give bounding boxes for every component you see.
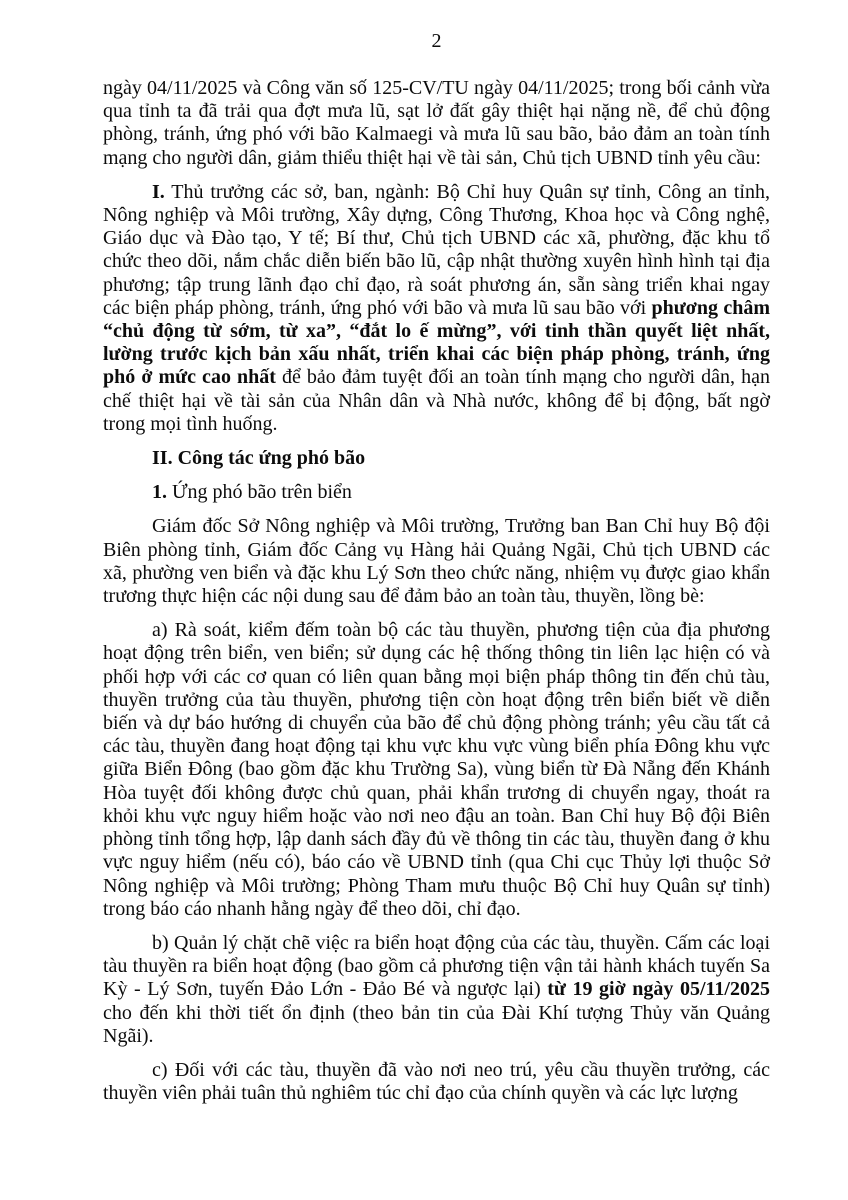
text-run: từ 19 giờ ngày 05/11/2025 <box>547 978 770 1001</box>
text-run: Giám đốc Sở Nông nghiệp và Môi trường, Trưởng ban Ban Chỉ huy Bộ đội Biên phòng tỉnh, Giám đốc Cảng vụ Hàng hải Quảng Ngãi, Chủ tịch UBND các xã, phường ven biển và đặc khu Lý Sơn theo chức năng, nhiệm vụ được giao khẩn trương thực hiện các nội dung sau để đảm bảo an toàn tàu, thuyền, lồng bè: <box>103 515 770 608</box>
paragraph <box>103 1048 770 1105</box>
page-number: 2 <box>431 30 442 52</box>
paragraph <box>103 77 770 170</box>
text-run: b) Quản lý chặt chẽ việc ra biển hoạt động của các tàu, thuyền. Cấm các loại tàu thuyền ra biển hoạt động (bao gồm cả phương tiện vận tải hành khách tuyến Sa Kỳ - Lý Sơn, tuyến Đảo Lớn - Đảo Bé và ngược lại) <box>103 931 770 1001</box>
text-run: phương châm “chủ động từ sớm, từ xa”, “đắt lo ế mừng”, với tinh thần quyết liệt nhất, lường trước kịch bản xấu nhất, triển khai các biện pháp phòng, tránh, ứng phó ở mức cao nhất <box>103 296 771 389</box>
text-run: cho đến khi thời tiết ổn định (theo bản tin của Đài Khí tượng Thủy văn Quảng Ngãi). <box>103 1001 770 1047</box>
paragraph <box>103 921 770 1048</box>
document-body <box>103 77 770 1105</box>
paragraph <box>103 436 770 470</box>
paragraph <box>103 504 770 608</box>
text-run: để bảo đảm tuyệt đối an toàn tính mạng cho người dân, hạn chế thiệt hại về tài sản của Nhân dân và Nhà nước, không để bị động, bất ngờ trong mọi tình huống. <box>103 366 770 435</box>
text-run: 1. <box>152 481 167 504</box>
text-run: II. Công tác ứng phó bão <box>152 447 366 470</box>
text-run: a) Rà soát, kiểm đếm toàn bộ các tàu thuyền, phương tiện của địa phương hoạt động trên biển, ven biển; sử dụng các hệ thống thông tin liên lạc hiện có và phối hợp với các cơ quan có liên quan bằng mọi biện pháp thông tin đến chủ tàu, thuyền trưởng của tàu thuyền, phương tiện còn hoạt động trên biển biết về diễn biến và dự báo hướng di chuyển của bão để chủ động phòng tránh; yêu cầu tất cả các tàu, thuyền đang hoạt động tại khu vực khu vực vùng biển phía Đông khu vực giữa Biển Đông (bao gồm đặc khu Trường Sa), vùng biển từ Đà Nẵng đến Khánh Hòa tuyệt đối không được chủ quan, phải khẩn trương di chuyển ngay, thoát ra khỏi khu vực nguy hiểm hoặc vào nơi neo đậu an toàn. Ban Chỉ huy Bộ đội Biên phòng tỉnh tổng hợp, lập danh sách đầy đủ về thông tin các tàu, thuyền đang ở khu vực nguy hiểm (nếu có), báo cáo về UBND tỉnh (qua Chi cục Thủy lợi thuộc Sở Nông nghiệp và Môi trường; Phòng Tham mưu thuộc Bộ Chỉ huy Quân sự tỉnh) trong báo cáo nhanh hằng ngày để theo dõi, chỉ đạo. <box>103 619 770 920</box>
text-run: Thủ trưởng các sở, ban, ngành: Bộ Chỉ huy Quân sự tỉnh, Công an tỉnh, Nông nghiệp và Môi trường, Xây dựng, Công Thương, Khoa học và Công nghệ, Giáo dục và Đào tạo, Y tế; Bí thư, Chủ tịch UBND các xã, phường, đặc khu tổ chức theo dõi, nắm chắc diễn biến bão lũ, cập nhật thường xuyên hình hình tại địa phương; tập trung lãnh đạo chỉ đạo, rà soát phương án, sẵn sàng triển khai ngay các biện pháp phòng, tránh, ứng phó với bão và mưa lũ sau bão với <box>103 180 770 319</box>
paragraph <box>103 608 770 921</box>
text-run: I. <box>152 180 165 203</box>
paragraph <box>103 470 770 504</box>
text-run: Ứng phó bão trên biển <box>167 481 352 504</box>
text-run: c) Đối với các tàu, thuyền đã vào nơi neo trú, yêu cầu thuyền trưởng, các thuyền viên phải tuân thủ nghiêm túc chỉ đạo của chính quyền và các lực lượng <box>103 1058 770 1105</box>
paragraph <box>103 170 770 436</box>
text-run: ngày 04/11/2025 và Công văn số 125-CV/TU ngày 04/11/2025; trong bối cảnh vừa qua tỉnh ta đã trải qua đợt mưa lũ, sạt lở đất gây thiệt hại nặng nề, để chủ động phòng, tránh, ứng phó với bão Kalmaegi và mưa lũ sau bão, bảo đảm an toàn tính mạng cho người dân, giảm thiểu thiệt hại về tài sản, Chủ tịch UBND tỉnh yêu cầu: <box>103 77 770 169</box>
